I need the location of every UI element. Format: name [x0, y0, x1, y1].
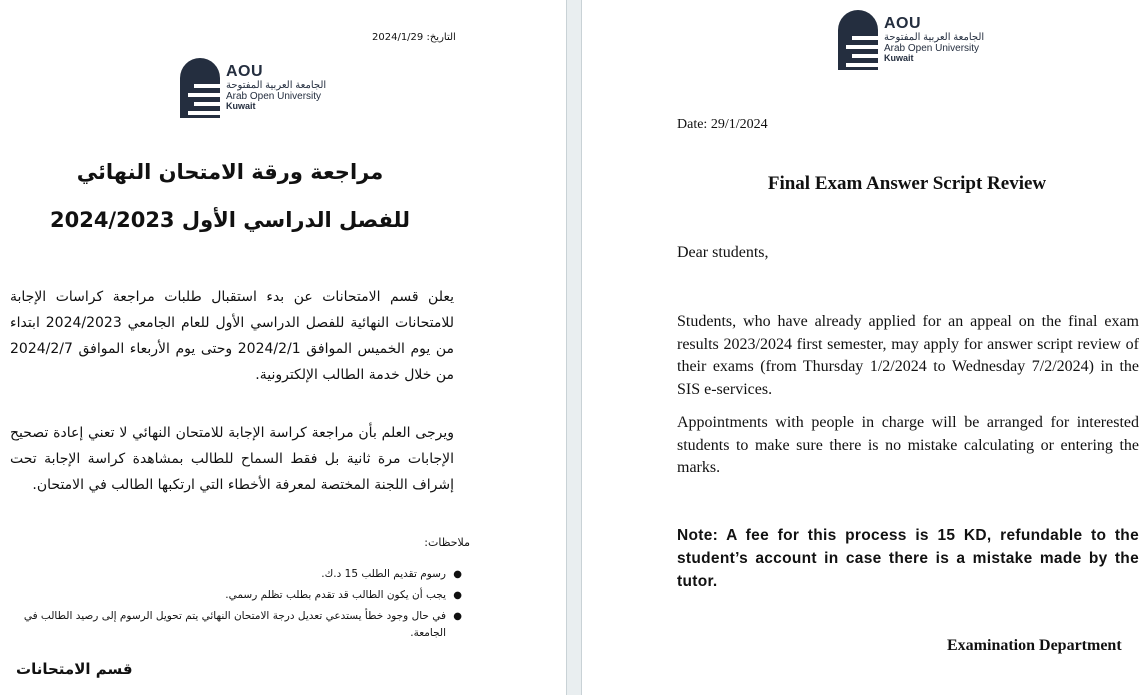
- english-paragraph-2: Appointments with people in charge will be arranged for interested students to make sure there is no mistake calculating or entering the marks.: [677, 414, 1139, 476]
- bullet-icon: ●: [453, 590, 462, 601]
- english-department-signature: Examination Department: [947, 637, 1122, 654]
- arabic-notes-list: [8, 566, 462, 646]
- arabic-date: التاريخ: 2024/1/29: [372, 32, 456, 43]
- arabic-title-line1: مراجعة ورقة الامتحان النهائي: [76, 160, 384, 184]
- bullet-icon: ●: [453, 569, 462, 580]
- logo-abbreviation: AOU: [226, 63, 264, 81]
- arabic-paragraph-2: ويرجى العلم بأن مراجعة كراسة الإجابة للامتحان النهائي لا تعني إعادة تصحيح الإجابات مرة ثانية بل فقط السماح للطالب بمشاهدة كراسة الإجابة تحت إشراف اللجنة المختصة لمعرفة الأخطاء التي ارتكبها الطالب في الامتحان.: [10, 425, 454, 493]
- list-item: ● يجب أن يكون الطالب قد تقدم بطلب تظلم رسمي.: [8, 587, 446, 604]
- arabic-paragraph-1: يعلن قسم الامتحانات عن بدء استقبال طلبات مراجعة كراسات الإجابة للامتحانات النهائية للفصل الدراسي الأول للعام الجامعي 2024/2023 ابتداء من يوم الخميس الموافق 2024/2/1 وحتى يوم الأربعاء الموافق 2024/2/7 من خلال خدمة الطالب الإلكترونية.: [10, 289, 454, 383]
- english-paragraph-1: Students, who have already applied for an appeal on the final exam results 2023/2024 first semester, may apply for answer script review of their exams (from Thursday 1/2/2024 to Wednesday 7/2/2024) in the SIS e-services.: [677, 313, 1139, 398]
- bullet-icon: ●: [453, 611, 462, 622]
- logo-arabic-name: الجامعة العربية المفتوحة: [226, 80, 327, 92]
- aou-logo-left: [180, 58, 326, 118]
- logo-english-name: Arab Open University: [884, 42, 980, 54]
- list-item: ● في حال وجود خطأ يستدعي تعديل درجة الامتحان النهائي يتم تحويل الرسوم إلى رصيد الطالب في الجامعة.: [23, 610, 462, 639]
- page-gutter: [566, 0, 582, 695]
- arabic-notes-label: ملاحظات:: [424, 536, 470, 549]
- logo-abbreviation: AOU: [884, 15, 922, 33]
- logo-english-name: Arab Open University: [226, 90, 322, 102]
- english-date: Date: 29/1/2024: [677, 117, 768, 132]
- aou-logo-mark-icon: [180, 58, 220, 118]
- arabic-department-signature: قسم الامتحانات: [16, 660, 133, 678]
- aou-logo-right: [838, 10, 984, 70]
- logo-country: Kuwait: [226, 101, 256, 112]
- arabic-title-line2: للفصل الدراسي الأول 2024/2023: [49, 208, 411, 232]
- english-fee-note: Note: A fee for this process is 15 KD, refundable to the student’s account in case there is a mistake made by the tutor.: [677, 527, 1139, 590]
- english-title: Final Exam Answer Script Review: [767, 173, 1047, 194]
- aou-logo-mark-icon: [838, 10, 878, 70]
- logo-arabic-name: الجامعة العربية المفتوحة: [884, 32, 985, 44]
- english-greeting: Dear students,: [677, 244, 769, 261]
- logo-country: Kuwait: [884, 53, 914, 64]
- list-item: ● رسوم تقديم الطلب 15 د.ك.: [8, 566, 446, 583]
- english-document-page: [582, 0, 1148, 695]
- arabic-document-page: [0, 0, 566, 695]
